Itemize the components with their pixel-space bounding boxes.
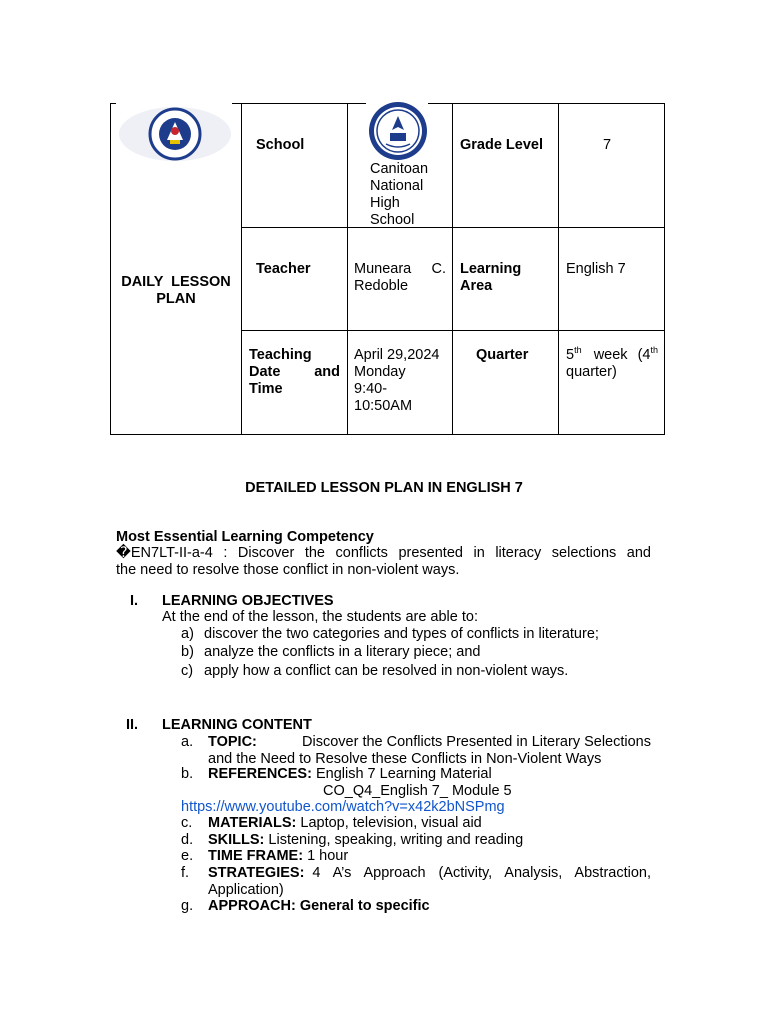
materials-label: MATERIALS: xyxy=(208,815,297,831)
section-numeral: II. xyxy=(126,717,139,733)
list-item-text: discover the two categories and types of conflicts in literature; xyxy=(204,626,599,642)
learning-area-label xyxy=(460,261,521,295)
list-item xyxy=(181,644,599,661)
materials-item xyxy=(208,815,482,832)
list-marker: g. xyxy=(181,898,194,914)
teaching-value-line: Monday xyxy=(354,364,406,380)
grade-level-value: 7 xyxy=(603,137,612,153)
list-marker: b. xyxy=(181,766,194,782)
table-border xyxy=(347,103,348,435)
melc-text-line: �EN7LT-II-a-4 : Discover the conflicts presented in literacy selections and xyxy=(116,545,651,561)
learning-area-value: English 7 xyxy=(566,261,626,277)
quarter-value xyxy=(566,347,658,381)
quarter-value-sup: th xyxy=(574,345,582,356)
table-border xyxy=(241,103,242,435)
teaching-label-line: Time xyxy=(249,381,283,397)
teacher-name xyxy=(354,261,446,295)
table-border xyxy=(110,434,665,435)
teaching-value-line: 10:50AM xyxy=(354,398,413,414)
table-border xyxy=(232,103,366,104)
teaching-date-time-label xyxy=(249,347,340,398)
approach-text: General to specific xyxy=(299,898,430,914)
materials-text: Laptop, television, visual aid xyxy=(300,815,482,831)
teacher-name-part: Muneara xyxy=(354,261,412,277)
strategies-label: STRATEGIES: xyxy=(208,865,305,881)
quarter-value-part: week (4 xyxy=(593,347,651,363)
school-name-line: School xyxy=(370,212,415,228)
teaching-value-line: 9:40- xyxy=(354,381,388,397)
quarter-label: Quarter xyxy=(476,347,529,363)
teaching-label-part: Date xyxy=(249,364,281,380)
time-frame-label: TIME FRAME: xyxy=(208,848,304,864)
references-label: REFERENCES: xyxy=(208,766,312,782)
topic-item xyxy=(208,734,651,768)
quarter-value-part: quarter) xyxy=(566,364,617,380)
school-name-line: High xyxy=(370,195,400,211)
table-border xyxy=(452,103,453,435)
teaching-value-line: April 29,2024 xyxy=(354,347,440,363)
teaching-label-part: and xyxy=(314,364,340,380)
list-marker: b) xyxy=(181,644,194,660)
table-border xyxy=(241,227,665,228)
quarter-value-sup: th xyxy=(650,345,658,356)
school-seal-logo xyxy=(368,100,428,166)
table-border xyxy=(428,103,665,104)
school-name xyxy=(370,161,428,229)
deped-seal-logo xyxy=(118,106,233,166)
list-item-text: apply how a conflict can be resolved in non-violent ways. xyxy=(204,663,569,679)
list-item-text: analyze the conflicts in a literary piece; and xyxy=(204,644,481,660)
approach-item xyxy=(208,898,430,915)
skills-text: Listening, speaking, writing and reading xyxy=(268,832,524,848)
approach-label: APPROACH: xyxy=(208,898,296,914)
list-marker: c. xyxy=(181,815,193,831)
list-item xyxy=(181,626,599,643)
list-marker: a. xyxy=(181,734,194,750)
references-link[interactable]: https://www.youtube.com/watch?v=x42k2bNSPmg xyxy=(181,799,505,815)
list-marker: c) xyxy=(181,663,194,679)
list-item xyxy=(181,663,599,680)
dlp-label-line: DAILY LESSON xyxy=(121,274,231,290)
table-border xyxy=(664,103,665,435)
quarter-value-part: 5 xyxy=(566,347,575,363)
melc-heading: Most Essential Learning Competency xyxy=(116,529,374,545)
topic-text: and the Need to Resolve these Conflicts in Non-Violent Ways xyxy=(208,751,602,767)
learning-area-label-line: Learning xyxy=(460,261,522,277)
references-item xyxy=(208,766,492,783)
topic-text: Discover the Conflicts Presented in Literary Selections xyxy=(302,734,651,750)
skills-item xyxy=(208,832,523,849)
section-numeral: I. xyxy=(130,593,139,609)
learning-area-label-line: Area xyxy=(460,278,493,294)
teacher-label: Teacher xyxy=(256,261,311,277)
list-marker: a) xyxy=(181,626,194,642)
references-text: English 7 Learning Material xyxy=(315,766,492,782)
strategies-item xyxy=(208,865,651,899)
topic-label: TOPIC: xyxy=(208,734,257,750)
melc-text-line: the need to resolve those conflict in non-violent ways. xyxy=(116,562,460,578)
table-border xyxy=(558,103,559,435)
time-frame-text: 1 hour xyxy=(307,848,349,864)
teaching-date-time-value xyxy=(354,347,439,415)
references-module: CO_Q4_English 7_ Module 5 xyxy=(323,783,512,799)
teacher-name-part: Redoble xyxy=(354,278,409,294)
list-marker: f. xyxy=(181,865,190,881)
school-name-line: Canitoan xyxy=(370,161,429,177)
document-title: DETAILED LESSON PLAN IN ENGLISH 7 xyxy=(245,480,523,496)
strategies-text: 4 A’s Approach (Activity, Analysis, Abstraction, xyxy=(312,865,651,881)
school-label: School xyxy=(256,137,305,153)
list-marker: d. xyxy=(181,832,194,848)
dlp-label-line: PLAN xyxy=(156,291,196,307)
time-frame-item xyxy=(208,848,348,865)
objectives-intro: At the end of the lesson, the students are able to: xyxy=(162,609,478,625)
teaching-label-line: Teaching xyxy=(249,347,312,363)
dlp-label xyxy=(111,274,241,308)
skills-label: SKILLS: xyxy=(208,832,265,848)
list-marker: e. xyxy=(181,848,194,864)
objectives-list xyxy=(181,626,599,680)
objectives-heading: LEARNING OBJECTIVES xyxy=(162,593,334,609)
table-border xyxy=(241,330,665,331)
school-name-line: National xyxy=(370,178,424,194)
melc-text xyxy=(116,545,651,579)
content-heading: LEARNING CONTENT xyxy=(162,717,312,733)
grade-level-label: Grade Level xyxy=(460,137,544,153)
table-border xyxy=(110,103,111,435)
teacher-name-part: C. xyxy=(431,261,446,277)
strategies-text: Application) xyxy=(208,882,284,898)
